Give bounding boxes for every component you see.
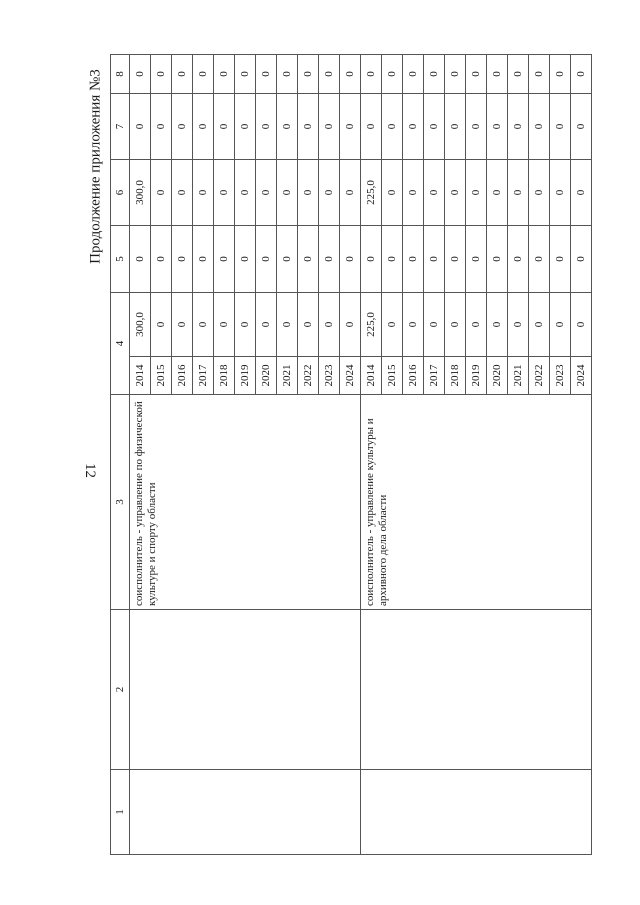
- value-cell: 0: [235, 94, 256, 160]
- value-cell: 300,0: [130, 160, 151, 226]
- year-cell: 2023: [550, 357, 571, 395]
- value-cell: 0: [319, 160, 340, 226]
- value-cell: 0: [466, 160, 487, 226]
- value-cell: 0: [403, 226, 424, 293]
- value-cell: 0: [382, 293, 403, 357]
- value-cell: 0: [571, 160, 592, 226]
- value-cell: 0: [256, 55, 277, 94]
- value-cell: 0: [361, 226, 382, 293]
- value-cell: 0: [466, 55, 487, 94]
- page-caption: Продолжение приложения №3: [87, 69, 104, 264]
- value-cell: 0: [403, 293, 424, 357]
- rotated-table-inner: [110, 55, 587, 855]
- value-cell: 0: [529, 293, 550, 357]
- value-cell: 0: [235, 55, 256, 94]
- year-cell: 2024: [571, 357, 592, 395]
- value-cell: 0: [424, 94, 445, 160]
- value-cell: 0: [529, 226, 550, 293]
- header-row: [111, 55, 130, 855]
- year-cell: 2021: [508, 357, 529, 395]
- value-cell: 0: [193, 226, 214, 293]
- value-cell: 0: [571, 293, 592, 357]
- value-cell: 0: [298, 94, 319, 160]
- value-cell: 0: [319, 293, 340, 357]
- value-cell: 0: [466, 226, 487, 293]
- value-cell: 0: [487, 226, 508, 293]
- value-cell: 0: [277, 55, 298, 94]
- value-cell: 0: [214, 160, 235, 226]
- value-cell: 0: [235, 293, 256, 357]
- year-cell: 2020: [487, 357, 508, 395]
- value-cell: 0: [445, 55, 466, 94]
- value-cell: 0: [487, 160, 508, 226]
- value-cell: 0: [466, 293, 487, 357]
- value-cell: 0: [445, 226, 466, 293]
- value-cell: 0: [424, 55, 445, 94]
- year-cell: 2016: [172, 357, 193, 395]
- value-cell: 0: [487, 293, 508, 357]
- value-cell: 0: [508, 160, 529, 226]
- year-cell: 2014: [130, 357, 151, 395]
- value-cell: 0: [298, 55, 319, 94]
- value-cell: 0: [424, 160, 445, 226]
- value-cell: 0: [508, 94, 529, 160]
- value-cell: 0: [445, 94, 466, 160]
- value-cell: 0: [214, 293, 235, 357]
- value-cell: 0: [256, 226, 277, 293]
- rotated-table-wrapper: [110, 55, 587, 855]
- value-cell: 0: [529, 160, 550, 226]
- value-cell: 0: [235, 226, 256, 293]
- value-cell: 0: [130, 226, 151, 293]
- value-cell: 0: [214, 226, 235, 293]
- value-cell: 0: [550, 94, 571, 160]
- value-cell: 0: [361, 55, 382, 94]
- value-cell: 0: [319, 226, 340, 293]
- header-cell: 8: [111, 55, 130, 94]
- value-cell: 0: [214, 94, 235, 160]
- value-cell: 0: [151, 160, 172, 226]
- value-cell: 0: [361, 94, 382, 160]
- year-cell: 2023: [319, 357, 340, 395]
- value-cell: 0: [130, 55, 151, 94]
- year-cell: 2017: [424, 357, 445, 395]
- table-row: [361, 55, 382, 855]
- table-row: [130, 55, 151, 855]
- value-cell: 225,0: [361, 160, 382, 226]
- value-cell: 300,0: [130, 293, 151, 357]
- year-cell: 2015: [151, 357, 172, 395]
- header-cell: 2: [111, 610, 130, 770]
- value-cell: 0: [571, 55, 592, 94]
- value-cell: 0: [508, 293, 529, 357]
- value-cell: 0: [487, 55, 508, 94]
- header-cell: 7: [111, 94, 130, 160]
- header-cell: 1: [111, 770, 130, 855]
- value-cell: 0: [508, 55, 529, 94]
- value-cell: 0: [550, 293, 571, 357]
- value-cell: 0: [298, 160, 319, 226]
- year-cell: 2017: [193, 357, 214, 395]
- value-cell: 0: [403, 55, 424, 94]
- value-cell: 0: [466, 94, 487, 160]
- header-cell: 4: [111, 293, 130, 395]
- value-cell: 225,0: [361, 293, 382, 357]
- value-cell: 0: [571, 94, 592, 160]
- year-cell: 2015: [382, 357, 403, 395]
- year-cell: 2019: [466, 357, 487, 395]
- value-cell: 0: [172, 94, 193, 160]
- value-cell: 0: [445, 160, 466, 226]
- value-cell: 0: [277, 226, 298, 293]
- value-cell: 0: [277, 94, 298, 160]
- value-cell: 0: [550, 55, 571, 94]
- col1-cell: [130, 770, 361, 855]
- table-body: [130, 55, 592, 855]
- value-cell: 0: [298, 293, 319, 357]
- appendix-table: [110, 54, 592, 855]
- value-cell: 0: [382, 226, 403, 293]
- value-cell: 0: [550, 160, 571, 226]
- executor-description: соисполнитель - управление культуры и архивного дела области: [361, 395, 592, 610]
- value-cell: 0: [340, 94, 361, 160]
- value-cell: 0: [172, 226, 193, 293]
- value-cell: 0: [445, 293, 466, 357]
- value-cell: 0: [235, 160, 256, 226]
- value-cell: 0: [151, 94, 172, 160]
- value-cell: 0: [424, 226, 445, 293]
- value-cell: 0: [193, 94, 214, 160]
- value-cell: 0: [529, 94, 550, 160]
- value-cell: 0: [151, 293, 172, 357]
- value-cell: 0: [130, 94, 151, 160]
- header-cell: 5: [111, 226, 130, 293]
- value-cell: 0: [256, 293, 277, 357]
- value-cell: 0: [382, 94, 403, 160]
- value-cell: 0: [193, 293, 214, 357]
- value-cell: 0: [340, 160, 361, 226]
- year-cell: 2021: [277, 357, 298, 395]
- year-cell: 2016: [403, 357, 424, 395]
- value-cell: 0: [151, 55, 172, 94]
- year-cell: 2014: [361, 357, 382, 395]
- value-cell: 0: [151, 226, 172, 293]
- value-cell: 0: [487, 94, 508, 160]
- executor-description: соисполнитель - управление по физической культуре и спорту области: [130, 395, 361, 610]
- value-cell: 0: [172, 55, 193, 94]
- value-cell: 0: [277, 293, 298, 357]
- value-cell: 0: [256, 94, 277, 160]
- value-cell: 0: [340, 55, 361, 94]
- value-cell: 0: [382, 55, 403, 94]
- year-cell: 2022: [298, 357, 319, 395]
- value-cell: 0: [403, 160, 424, 226]
- value-cell: 0: [571, 226, 592, 293]
- value-cell: 0: [403, 94, 424, 160]
- value-cell: 0: [298, 226, 319, 293]
- value-cell: 0: [277, 160, 298, 226]
- value-cell: 0: [214, 55, 235, 94]
- value-cell: 0: [340, 226, 361, 293]
- year-cell: 2022: [529, 357, 550, 395]
- header-cell: 6: [111, 160, 130, 226]
- value-cell: 0: [319, 94, 340, 160]
- col1-cell: [361, 770, 592, 855]
- value-cell: 0: [256, 160, 277, 226]
- year-cell: 2018: [214, 357, 235, 395]
- value-cell: 0: [193, 55, 214, 94]
- header-cell: 3: [111, 395, 130, 610]
- page-number: 12: [82, 463, 98, 478]
- value-cell: 0: [172, 160, 193, 226]
- year-cell: 2020: [256, 357, 277, 395]
- value-cell: 0: [382, 160, 403, 226]
- value-cell: 0: [340, 293, 361, 357]
- col2-cell: [361, 610, 592, 770]
- value-cell: 0: [172, 293, 193, 357]
- value-cell: 0: [193, 160, 214, 226]
- year-cell: 2019: [235, 357, 256, 395]
- value-cell: 0: [319, 55, 340, 94]
- value-cell: 0: [529, 55, 550, 94]
- value-cell: 0: [424, 293, 445, 357]
- value-cell: 0: [508, 226, 529, 293]
- year-cell: 2018: [445, 357, 466, 395]
- col2-cell: [130, 610, 361, 770]
- year-cell: 2024: [340, 357, 361, 395]
- value-cell: 0: [550, 226, 571, 293]
